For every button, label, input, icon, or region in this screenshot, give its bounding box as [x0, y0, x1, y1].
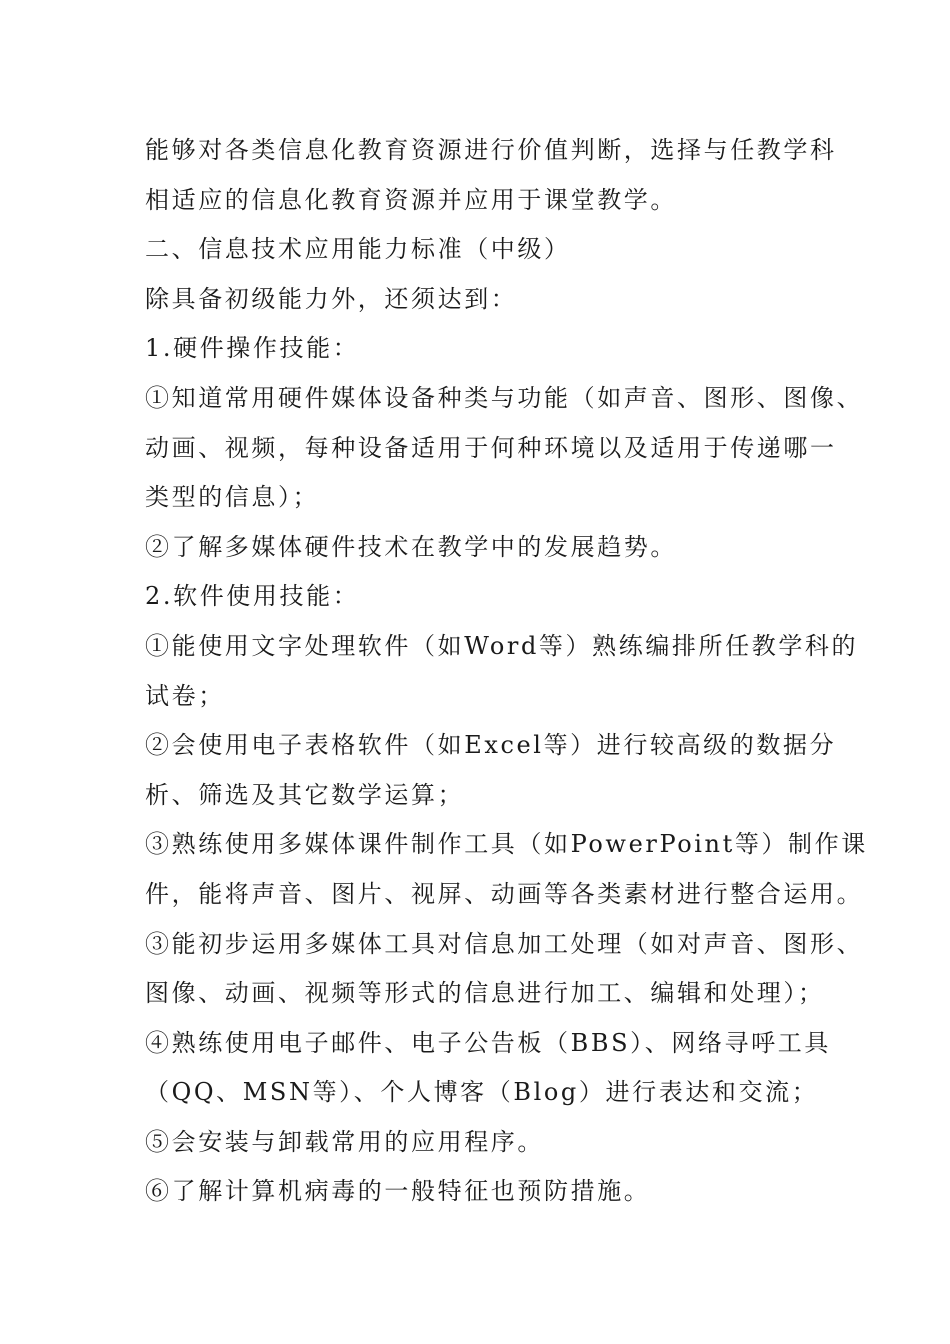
- list-item-line: ⑤会安装与卸载常用的应用程序。: [145, 1127, 544, 1156]
- list-item-line: ②会使用电子表格软件（如Excel等）进行较高级的数据分: [145, 731, 837, 760]
- list-item-line: ④熟练使用电子邮件、电子公告板（BBS）、网络寻呼工具: [145, 1028, 831, 1057]
- list-item-line: 图像、动画、视频等形式的信息进行加工、编辑和处理）；: [145, 979, 825, 1008]
- subsection-heading: 1.硬件操作技能：: [145, 334, 360, 363]
- list-item-line: ①能使用文字处理软件（如Word等）熟练编排所任教学科的: [145, 631, 859, 660]
- list-item-line: ②了解多媒体硬件技术在教学中的发展趋势。: [145, 532, 677, 561]
- document-body: [145, 126, 868, 1217]
- list-item-line: 类型的信息）；: [145, 483, 320, 512]
- paragraph-line: 能够对各类信息化教育资源进行价值判断，选择与任教学科: [145, 136, 837, 164]
- list-item-line: 析、筛选及其它数学运算；: [145, 780, 465, 809]
- paragraph-line: 除具备初级能力外，还须达到：: [145, 284, 518, 313]
- list-item-line: （QQ、MSN等）、个人博客（Blog）进行表达和交流；: [145, 1078, 819, 1107]
- list-item-line: ⑥了解计算机病毒的一般特征也预防措施。: [145, 1177, 651, 1206]
- list-item-line: 试卷；: [145, 681, 225, 710]
- paragraph-line: 相适应的信息化教育资源并应用于课堂教学。: [145, 185, 677, 214]
- section-heading: 二、信息技术应用能力标准（中级）: [145, 235, 571, 264]
- list-item-line: 件，能将声音、图片、视屏、动画等各类素材进行整合运用。: [145, 879, 864, 908]
- list-item-line: ①知道常用硬件媒体设备种类与功能（如声音、图形、图像、: [145, 383, 864, 412]
- subsection-heading: 2.软件使用技能：: [145, 582, 360, 611]
- list-item-line: ③熟练使用多媒体课件制作工具（如PowerPoint等）制作课: [145, 830, 868, 859]
- list-item-line: 动画、视频，每种设备适用于何种环境以及适用于传递哪一: [145, 433, 837, 462]
- list-item-line: ③能初步运用多媒体工具对信息加工处理（如对声音、图形、: [145, 929, 864, 958]
